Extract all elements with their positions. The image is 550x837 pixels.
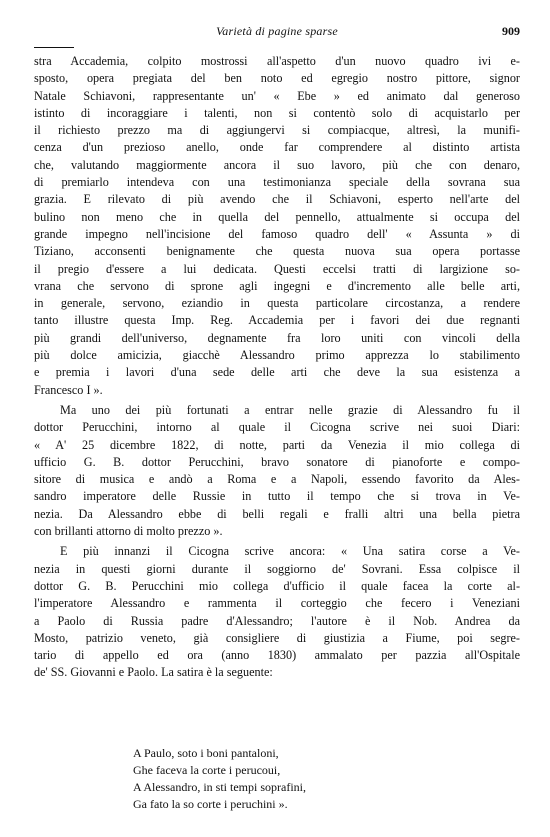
text-line: sposto, opera pregiata del ben noto ed egregio nostro pittore, signor xyxy=(34,71,520,86)
text-line: Mosto, patrizio veneto, già consigliere di giustizia a Fiume, poi segre- xyxy=(34,630,520,645)
poem-verse: Ga fato la so corte i peruchini ». xyxy=(133,797,288,811)
paragraph-2 xyxy=(34,402,520,540)
text-line: stra Accademia, colpito mostrossi all'aspetto d'un nuovo quadro ivi e- xyxy=(34,54,520,68)
text-line: grazia. E rilevato di più avendo che il Schiavoni, esperto nell'arte del xyxy=(34,192,520,207)
poem-verse: A Alessandro, in sti tempi soprafini, xyxy=(133,780,306,794)
text-line: dottor G. B. Perucchini mio collega d'ufficio il quale facea la corte al- xyxy=(34,578,520,593)
text-line: di premiarlo intendeva con una testimonianza speciale della sovrana sua xyxy=(34,175,520,190)
poem-verse: A Paulo, soto i boni pantaloni, xyxy=(133,746,279,760)
text-line: più grandi dell'universo, degnamente fra loro uniti con vincoli della xyxy=(34,330,520,345)
running-title: Varietà di pagine sparse xyxy=(216,24,338,38)
text-line: più dolce amicizia, giacchè Alessandro primo apprezza lo stabilimento xyxy=(34,348,520,363)
text-line: tanto illustre questa Imp. Reg. Accademia per i favori dei due regnanti xyxy=(34,313,520,328)
text-line: istinto di incoraggiare i talenti, non si contentò solo di acquistarlo per xyxy=(34,105,520,120)
text-line: e premia i lavori d'una sede delle arti che deve la sua esistenza a xyxy=(34,365,520,380)
text-line: tario di appello ed ora (anno 1830) ammalato per pazzia all'Ospitale xyxy=(34,648,520,663)
text-line: Natale Schiavoni, rappresentante un' « Ebe » ed animato dal generoso xyxy=(34,88,520,103)
text-line: sitore di musica e andò a Roma e a Napoli, essendo favorito da Ales- xyxy=(34,472,520,487)
text-line: nezia in questi giorni durante il soggiorno de' Sovrani. Essa colpisce il xyxy=(34,561,520,576)
satire-poem xyxy=(133,745,433,813)
page-body xyxy=(34,53,520,682)
text-line: che, valutando maggiormente ancora il suo lavoro, più che con denaro, xyxy=(34,157,520,172)
text-line: ufficio G. B. dottor Perucchini, bravo sonatore di pianoforte e compo- xyxy=(34,454,520,469)
text-line: con brillanti attorno di molto prezzo ». xyxy=(34,524,223,539)
text-line: Tiziano, acconsenti benignamente che questa nuova sua opera portasse xyxy=(34,244,520,259)
text-line: bulino non meno che in quella del pennello, attualmente si occupa del xyxy=(34,209,520,224)
text-line: dottor Perucchini, intorno al quale il Cicogna scrive nei suoi Diari: xyxy=(34,420,520,435)
text-line: vrana che servono di sprone agli ingegni e d'incremento alle belle arti, xyxy=(34,278,520,293)
text-line: l'imperatore Alessandro e rammenta il corteggio che fecero i Veneziani xyxy=(34,596,520,611)
text-line: cenza d'un prezioso anello, onde far comprendere al distinto artista xyxy=(34,140,520,155)
header-rule xyxy=(34,47,74,48)
text-line: sandro imperatore delle Russie in tutto il tempo che si trova in Ve- xyxy=(34,489,520,504)
text-line: de' SS. Giovanni e Paolo. La satira è la seguente: xyxy=(34,665,273,680)
poem-verse: Ghe faceva la corte i perucoui, xyxy=(133,763,281,777)
text-line: in generale, servono, eziandio in questa particolare circostanza, a rendere xyxy=(34,296,520,311)
text-line: il richiesto prezzo ma di aggiungervi si compiacque, altresì, la munifi- xyxy=(34,123,520,138)
text-line: « A' 25 dicembre 1822, di notte, parti da Venezia il mio collega di xyxy=(34,437,520,452)
text-line: E più innanzi il Cicogna scrive ancora: « Una satira corse a Ve- xyxy=(60,544,520,559)
page-header xyxy=(34,24,520,46)
text-line: grande impegno nell'incisione del famoso quadro dell' « Assunta » di xyxy=(34,226,520,241)
text-line: nezia. Da Alessandro ebbe di belli regali e fralli altri una bella pietra xyxy=(34,506,520,521)
page-number: 909 xyxy=(502,24,520,38)
paragraph-3 xyxy=(34,543,520,681)
text-line: Francesco I ». xyxy=(34,382,103,397)
paragraph-1 xyxy=(34,53,520,399)
text-line: a Paolo di Russia padre d'Alessandro; l'autore è il Nob. Andrea da xyxy=(34,613,520,628)
text-line: il pregio d'essere a lui dedicata. Questi eccelsi tratti di largizione so- xyxy=(34,261,520,276)
text-line: Ma uno dei più fortunati a entrar nelle grazie di Alessandro fu il xyxy=(60,402,520,417)
